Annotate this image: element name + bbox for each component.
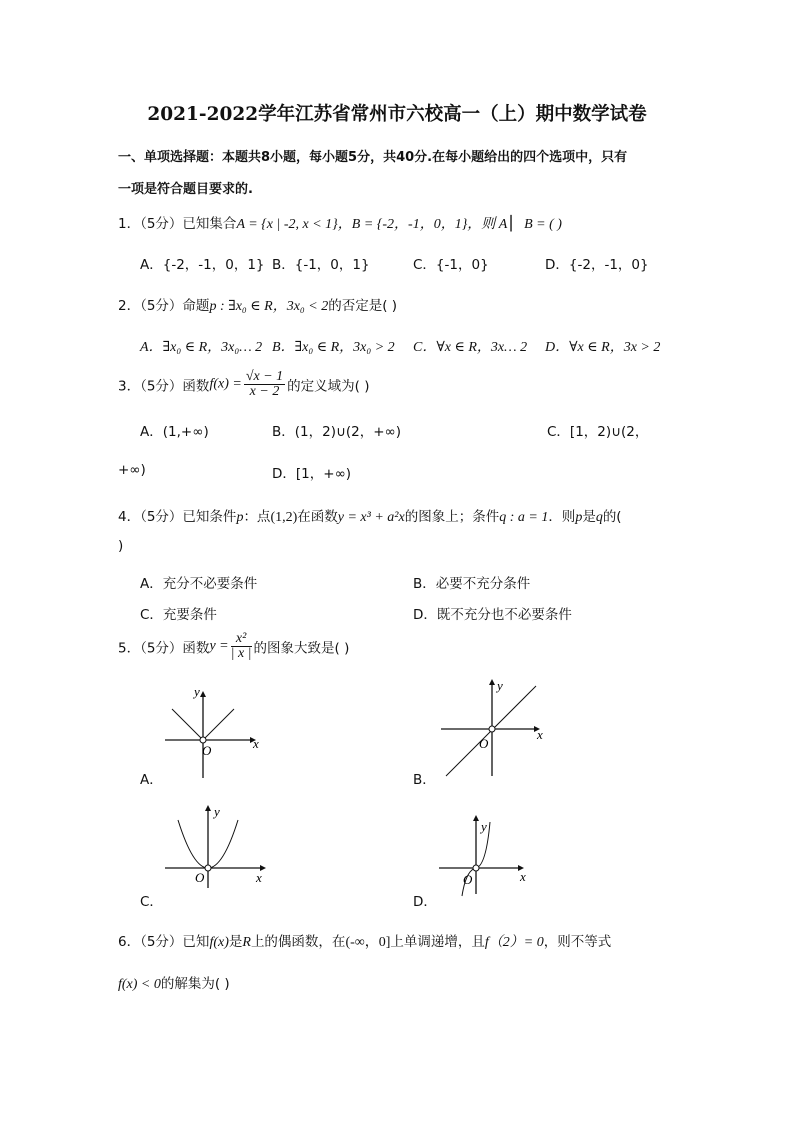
graph-d-y-arrow [473,815,479,821]
q5-option-b[interactable]: B． [413,772,436,788]
graph-d-x-label: x [520,869,526,884]
graph-d-y-label: y [481,819,487,834]
q2-option-b[interactable]: B．∃x₀ ∈ R，3x₀ > 2 [272,340,395,355]
q1-option-b[interactable]: B．{-1，0，1} [272,257,370,273]
graph-c-origin-label: O [195,870,205,885]
graph-b-y-arrow [489,679,495,685]
graph-a-origin-label: O [202,743,212,758]
q2-option-d[interactable]: D．∀x ∈ R，3x > 2 [545,340,661,355]
q3-fraction: $\frac{√x - 1}{x - 2}$ [245,369,284,399]
q4-option-b[interactable]: B．必要不充分条件 [413,576,531,592]
q1-option-c[interactable]: C．{-1，0} [413,257,489,273]
q4-stem-close: ) [118,538,124,554]
graph-a-left-branch [172,709,203,740]
q2-option-c[interactable]: C．∀x ∈ R，3x… 2 [413,340,528,355]
q5-option-d[interactable]: D． [413,894,437,910]
q5-graph-c[interactable] [162,802,272,890]
graph-b-open-origin [489,726,495,732]
q3-option-a[interactable]: A．(1,+∞) [140,424,209,440]
q1-set-math: A = {x | -2, x < 1}，B = {-2，-1，0，1}，则 A [236,217,508,232]
graph-b-x-label: x [537,727,543,742]
question-1-stem: 1．（5分）已知集合A = {x | -2, x < 1}，B = {-2，-1，0，1}，则 A ▏ B = ( ) [118,216,562,232]
graph-d-origin-label: O [463,872,473,887]
question-2-stem: 2．（5分）命题p : ∃x₀ ∈ R，3x₀ < 2的否定是( ) [118,298,398,314]
section-heading-line1: 一、单项选择题：本题共8小题，每小题5分，共40分.在每小题给出的四个选项中，只有 [118,150,628,165]
q3-option-b[interactable]: B．(1，2)∪(2，+∞) [272,424,402,440]
graph-b-y-label: y [497,678,503,693]
graph-a-y-label: y [194,684,200,699]
section-heading-line2: 一项是符合题目要求的. [118,182,253,197]
graph-c-open-origin [205,865,211,871]
question-4-stem: 4．（5分）已知条件p：点(1,2)在函数y = x³ + a²x的图象上；条件q : a = 1．则p是q的( [118,509,622,525]
q4-option-c[interactable]: C．充要条件 [140,607,217,623]
graph-b-origin-label: O [479,736,489,751]
question-5-stem: 5．（5分）函数y = $\frac{\text{x²}}{| x |}$ 的图象大致是( ) [118,631,350,661]
graph-a-right-branch [203,709,234,740]
graph-a-y-arrow [200,691,206,697]
graph-a-x-label: x [253,736,259,751]
q1-option-d[interactable]: D．{-2，-1，0} [545,257,649,273]
page-title: 2021-2022学年江苏省常州市六校高一（上）期中数学试卷 [147,104,647,125]
graph-d-open-origin [473,865,479,871]
q5-option-a[interactable]: A． [140,772,163,788]
q5-fraction: $\frac{\text{x²}}{| x |}$ [230,631,252,661]
graph-c-y-label: y [214,804,220,819]
question-6-stem: 6．（5分）已知f(x)是R上的偶函数，在(-∞，0]上单调递增，且f（2）= 0，则不等式 [118,934,612,950]
q3-option-d[interactable]: D．[1，+∞) [272,466,352,482]
q3-option-c[interactable]: C．[1，2)∪(2， [547,424,649,440]
q5-graph-d[interactable] [436,812,536,896]
q5-graph-a[interactable] [160,683,270,783]
question-3-stem: 3．（5分）函数f(x) = $\frac{√x - 1}{x - 2}$ 的定义域为( ) [118,369,370,399]
q3-option-c-cont: +∞) [118,462,146,478]
q4-option-a[interactable]: A．充分不必要条件 [140,576,258,592]
q2-option-a[interactable]: A．∃x₀ ∈ R，3x₀… 2 [140,340,263,355]
question-6-stem-cont: f(x) < 0的解集为( ) [118,976,230,992]
q5-option-c[interactable]: C． [140,894,163,910]
q1-option-a[interactable]: A．{-2，-1，0，1} [140,257,265,273]
graph-c-x-label: x [256,870,262,885]
q4-option-d[interactable]: D．既不充分也不必要条件 [413,607,572,623]
graph-c-y-arrow [205,805,211,811]
q5-graph-b[interactable] [436,676,556,784]
